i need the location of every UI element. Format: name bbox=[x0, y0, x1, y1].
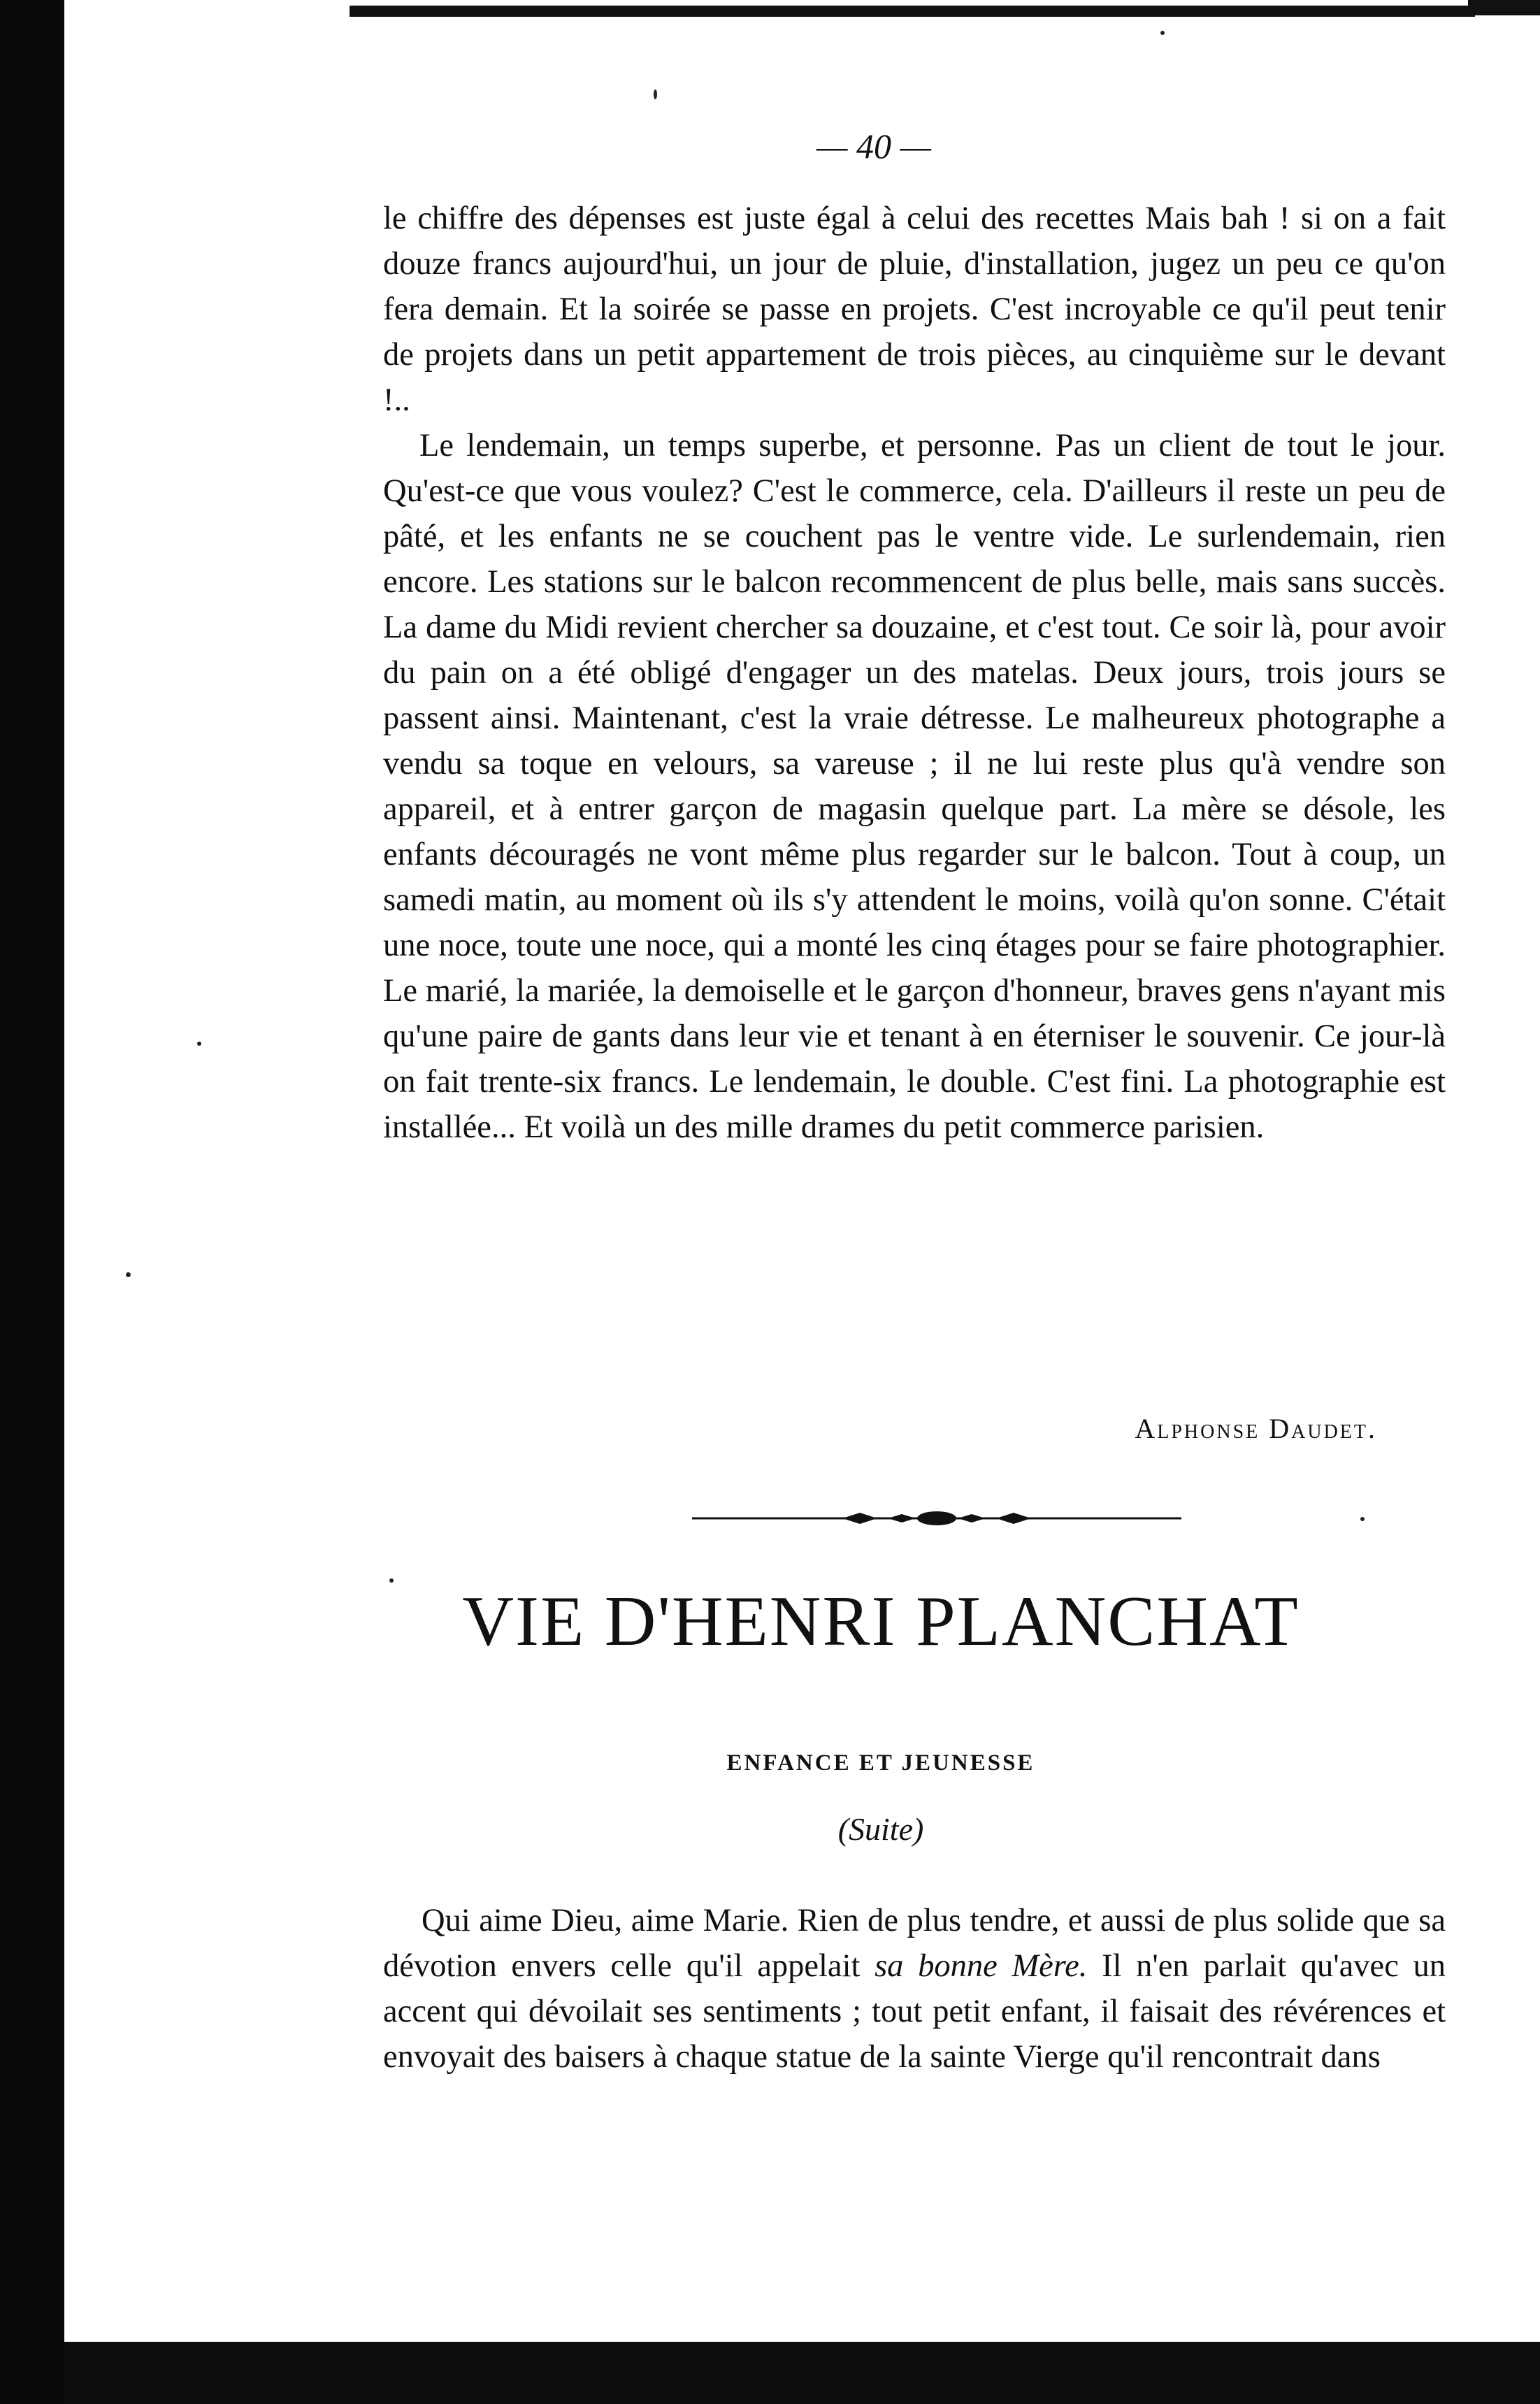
scan-bottom-border bbox=[64, 2342, 1540, 2404]
section-continued-note: (Suite) bbox=[837, 1811, 924, 1847]
scan-speck bbox=[126, 1272, 131, 1277]
scan-top-rule bbox=[350, 6, 1475, 17]
scan-speck bbox=[1160, 31, 1165, 35]
story-paragraph: Le lendemain, un temps superbe, et personne. Pas un client de tout le jour. Qu'est-ce que vous voulez? C'est le commerce, cela. D'ailleurs il reste un peu de pâté, et les enfants ne se couchent pas le ventre vide. Le surlendemain, rien encore. Les stations sur le balcon recommencent de plus belle, mais sans succès. La dame du Midi revient chercher sa douzaine, et c'est tout. Ce soir là, pour avoir du pain on a été obligé d'engager un des matelas. Deux jours, trois jours se passent ainsi. Maintenant, c'est la vraie détresse. Le malheureux photographe a vendu sa toque en velours, sa vareuse ; il ne lui reste plus qu'à vendre son appareil, et à entrer garçon de magasin quelque part. La mère se désole, les enfants découragés ne vont même plus regarder sur le balcon. Tout à coup, un samedi matin, au moment où ils s'y attendent le moins, voilà qu'on sonne. C'était une noce, toute une noce, qui a monté les cinq étages pour se faire photographier. Le marié, la mariée, la demoiselle et le garçon d'honneur, braves gens n'ayant mis qu'une paire de gants dans leur vie et tenant à en éterniser le souvenir. Ce jour-là on fait trente-six francs. Le lendemain, le double. C'est fini. La photographie est installée... Et voilà un des mille drames du petit commerce parisien. bbox=[383, 428, 1446, 1145]
story-paragraph: le chiffre des dépenses est juste égal à celui des recettes Mais bah ! si on a fait douze francs aujourd'hui, un jour de pluie, d'installation, jugez un peu ce qu'on fera demain. Et la soirée se passe en projets. C'est incroyable ce qu'il peut tenir de projets dans un petit appartement de trois pièces, au cinquième sur le devant !.. bbox=[383, 201, 1446, 418]
chapter-text-tail: Il n'en parlait qu'avec un accent qui dévoilait ses sentiments ; tout petit enfant, il faisait des révérences et envoyait des baisers à chaque statue de la sainte Vierge qu'il rencontrait dans bbox=[383, 1948, 1446, 2075]
section-divider-ornament bbox=[692, 1504, 1181, 1532]
chapter-paragraph bbox=[383, 1898, 1446, 2080]
section-title: VIE D'HENRI PLANCHAT bbox=[462, 1582, 1300, 1661]
page-number: — 40 — bbox=[816, 127, 931, 166]
scan-speck bbox=[197, 1042, 201, 1046]
scan-speck bbox=[1360, 1517, 1365, 1521]
section-subtitle: ENFANCE ET JEUNESSE bbox=[726, 1750, 1035, 1776]
scan-left-border bbox=[0, 0, 64, 2404]
story-text bbox=[383, 196, 1446, 1150]
chapter-text-lead: Qui aime Dieu, aime Marie. Rien de plus tendre, et aussi de plus solide que sa dévotion envers celle qu'il appelait bbox=[383, 1903, 1446, 1984]
author-signature: Alphonse Daudet. bbox=[1135, 1413, 1377, 1444]
scan-top-corner bbox=[1468, 0, 1540, 15]
scan-speck bbox=[654, 89, 657, 99]
chapter-text bbox=[383, 1898, 1446, 2080]
chapter-text-emphasis: sa bonne Mère. bbox=[875, 1948, 1088, 1984]
